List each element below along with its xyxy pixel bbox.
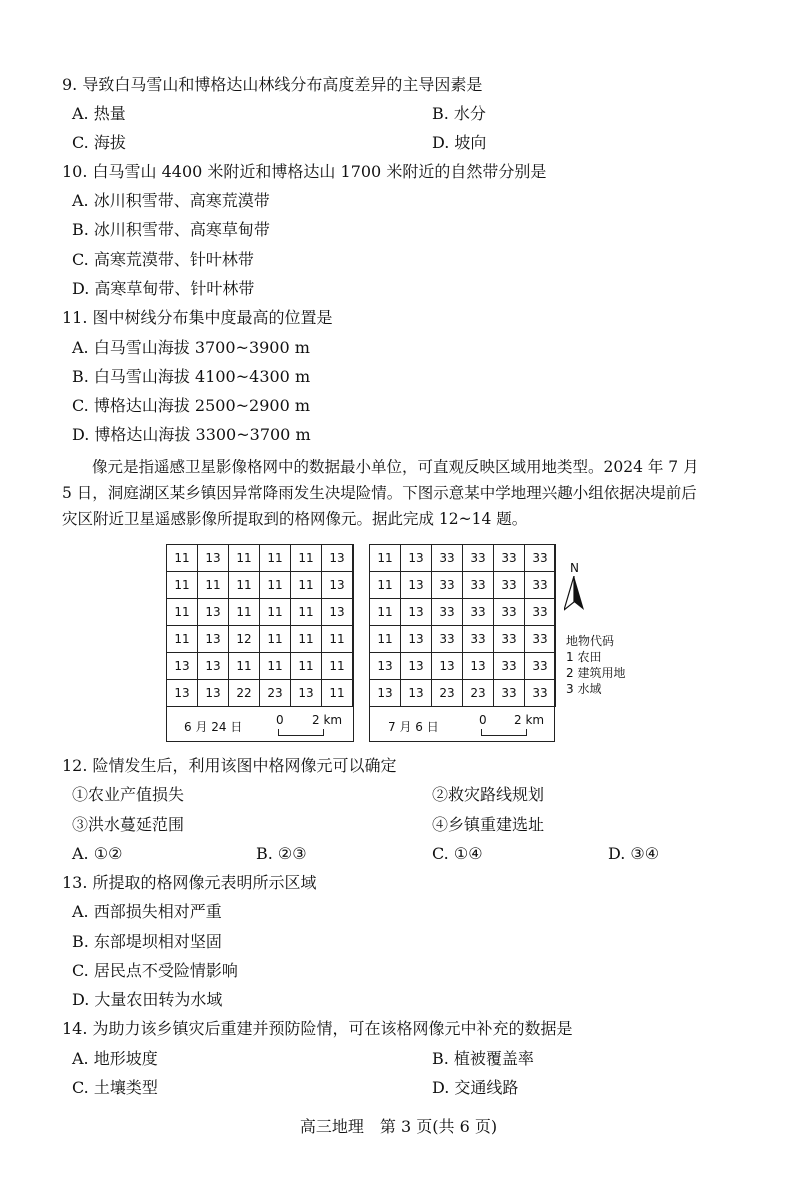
grid-cell: 13	[198, 545, 229, 572]
grid-cell: 13	[401, 572, 432, 599]
grid-cell: 11	[291, 599, 322, 626]
grid-row	[370, 680, 556, 707]
grid-row	[370, 599, 556, 626]
grid-row	[167, 626, 353, 653]
grid-cell: 33	[463, 545, 494, 572]
grid-cell: 33	[432, 626, 463, 653]
grid-cell: 11	[370, 626, 401, 653]
q14-option-d: D. 交通线路	[432, 1078, 519, 1097]
passage-line-2: 5 日，洞庭湖区某乡镇因异常降雨发生决堤险情。下图示意某中学地理兴趣小组依据决堤前后	[62, 484, 697, 502]
grid-cell: 12	[229, 626, 260, 653]
grid-cell: 11	[322, 680, 353, 707]
q11-option-c: C. 博格达山海拔 2500~2900 m	[72, 396, 311, 415]
q13-option-d: D. 大量农田转为水域	[72, 990, 223, 1009]
grid-cell: 23	[432, 680, 463, 707]
q11-option-b: B. 白马雪山海拔 4100~4300 m	[72, 367, 311, 386]
grid-cell: 33	[525, 680, 556, 707]
grid-cell: 13	[401, 599, 432, 626]
pixel-grid-june-24	[166, 544, 353, 707]
legend-item-farmland: 1 农田	[566, 650, 602, 664]
grid-cell: 11	[322, 653, 353, 680]
grid-cell: 11	[167, 599, 198, 626]
q12-statement-3: ③洪水蔓延范围	[72, 815, 185, 834]
legend-item-construction: 2 建筑用地	[566, 666, 626, 680]
grid-cell: 11	[260, 626, 291, 653]
grid-row	[370, 545, 556, 572]
grid-row	[167, 572, 353, 599]
grid-cell: 13	[322, 572, 353, 599]
grid-cell: 33	[525, 572, 556, 599]
page-footer: 高三地理 第 3 页(共 6 页)	[299, 1117, 498, 1136]
grid-cell: 33	[525, 545, 556, 572]
grid-cell: 11	[370, 545, 401, 572]
grid-cell: 13	[432, 653, 463, 680]
grid-cell: 13	[291, 680, 322, 707]
grid-cell: 33	[494, 545, 525, 572]
grid-cell: 13	[198, 653, 229, 680]
pixel-grid-july-6	[369, 544, 556, 707]
grid-cell: 13	[401, 653, 432, 680]
grid-row	[167, 599, 353, 626]
grid-cell: 33	[432, 572, 463, 599]
q9-option-c: C. 海拔	[72, 133, 126, 152]
grid-cell: 13	[370, 680, 401, 707]
q14-stem: 14. 为助力该乡镇灾后重建并预防险情，可在该格网像元中补充的数据是	[62, 1019, 573, 1038]
grid-cell: 13	[370, 653, 401, 680]
q10-option-d: D. 高寒草甸带、针叶林带	[72, 279, 255, 298]
q10-option-a: A. 冰川积雪带、高寒荒漠带	[72, 191, 270, 210]
legend	[566, 633, 625, 697]
grid-cell: 11	[370, 599, 401, 626]
passage-line-1: 像元是指遥感卫星影像格网中的数据最小单位，可直观反映区域用地类型。2024 年 7 月	[92, 458, 699, 476]
grid-cell: 11	[260, 572, 291, 599]
grid-cell: 33	[432, 545, 463, 572]
q9-option-d: D. 坡向	[432, 133, 487, 152]
grid-cell: 33	[525, 599, 556, 626]
legend-title: 地物代码	[566, 634, 615, 648]
grid-row	[370, 572, 556, 599]
grid-cell: 11	[322, 626, 353, 653]
q10-stem: 10. 白马雪山 4400 米附近和博格达山 1700 米附近的自然带分别是	[62, 162, 547, 181]
q14-option-c: C. 土壤类型	[72, 1078, 158, 1097]
grid-cell: 33	[525, 653, 556, 680]
q10-option-c: C. 高寒荒漠带、针叶林带	[72, 250, 254, 269]
q12-option-b: B. ②③	[256, 844, 307, 863]
north-arrow-icon	[564, 576, 584, 612]
grid-cell: 33	[463, 572, 494, 599]
q13-stem: 13. 所提取的格网像元表明所示区域	[62, 873, 317, 892]
grid-cell: 13	[463, 653, 494, 680]
grid-row	[167, 680, 353, 707]
grid-cell: 11	[291, 626, 322, 653]
grid-cell: 11	[260, 545, 291, 572]
grid-cell: 33	[432, 599, 463, 626]
grid-cell: 33	[525, 626, 556, 653]
q14-option-b: B. 植被覆盖率	[432, 1049, 534, 1068]
q12-stem: 12. 险情发生后，利用该图中格网像元可以确定	[62, 756, 397, 775]
grid-cell: 11	[291, 572, 322, 599]
q11-option-a: A. 白马雪山海拔 3700~3900 m	[72, 338, 310, 357]
grid-cell: 13	[401, 626, 432, 653]
grid-cell: 13	[198, 626, 229, 653]
grid-cell: 11	[198, 572, 229, 599]
grid-row	[167, 545, 353, 572]
grid-cell: 33	[494, 572, 525, 599]
q13-option-c: C. 居民点不受险情影响	[72, 961, 238, 980]
grid-cell: 33	[494, 680, 525, 707]
grid-cell: 11	[229, 545, 260, 572]
q9-stem: 9. 导致白马雪山和博格达山林线分布高度差异的主导因素是	[62, 75, 483, 94]
north-label: N	[570, 561, 579, 575]
grid-cell: 11	[291, 545, 322, 572]
grid-cell: 11	[167, 626, 198, 653]
grid-cell: 23	[260, 680, 291, 707]
grid-cell: 33	[494, 653, 525, 680]
grid-cell: 13	[401, 545, 432, 572]
grid-cell: 33	[463, 599, 494, 626]
grid-cell: 13	[322, 599, 353, 626]
grid-cell: 33	[494, 626, 525, 653]
grid-row	[167, 653, 353, 680]
q12-option-d: D. ③④	[608, 844, 660, 863]
grid-cell: 11	[167, 572, 198, 599]
scale-bar-2	[481, 729, 527, 736]
q12-option-a: A. ①②	[72, 844, 123, 863]
grid-cell: 13	[401, 680, 432, 707]
grid-cell: 13	[322, 545, 353, 572]
grid-cell: 11	[229, 599, 260, 626]
q12-statement-4: ④乡镇重建选址	[432, 815, 545, 834]
grid-cell: 11	[167, 545, 198, 572]
q12-statement-2: ②救灾路线规划	[432, 785, 545, 804]
grid-date-june: 6 月 24 日	[184, 720, 243, 734]
passage-text	[62, 454, 752, 532]
grid-cell: 23	[463, 680, 494, 707]
grid-cell: 11	[291, 653, 322, 680]
grid-cell: 13	[167, 680, 198, 707]
grid-cell: 11	[229, 653, 260, 680]
q11-option-d: D. 博格达山海拔 3300~3700 m	[72, 425, 311, 444]
q12-statement-1: ①农业产值损失	[72, 785, 185, 804]
grid-cell: 22	[229, 680, 260, 707]
passage-line-3: 灾区附近卫星遥感影像所提取到的格网像元。据此完成 12~14 题。	[62, 510, 528, 528]
grid-cell: 13	[198, 599, 229, 626]
q9-option-b: B. 水分	[432, 104, 486, 123]
grid-cell: 13	[198, 680, 229, 707]
q14-option-a: A. 地形坡度	[72, 1049, 158, 1068]
q13-option-a: A. 西部损失相对严重	[72, 902, 222, 921]
scale-bar-1	[278, 729, 324, 736]
q11-stem: 11. 图中树线分布集中度最高的位置是	[62, 308, 333, 327]
q12-option-c: C. ①④	[432, 844, 483, 863]
legend-item-water: 3 水域	[566, 682, 602, 696]
grid-cell: 33	[494, 599, 525, 626]
grid-cell: 13	[167, 653, 198, 680]
grid-cell: 11	[260, 653, 291, 680]
q9-option-a: A. 热量	[72, 104, 126, 123]
scale-zero-2: 0	[479, 713, 487, 727]
grid-row	[370, 653, 556, 680]
scale-km-2: 2 km	[514, 713, 545, 727]
scale-zero-1: 0	[276, 713, 284, 727]
grid-date-july: 7 月 6 日	[388, 720, 439, 734]
q10-option-b: B. 冰川积雪带、高寒草甸带	[72, 220, 270, 239]
grid-cell: 11	[370, 572, 401, 599]
q13-option-b: B. 东部堤坝相对坚固	[72, 932, 222, 951]
grid-cell: 11	[260, 599, 291, 626]
grid-row	[370, 626, 556, 653]
scale-km-1: 2 km	[312, 713, 343, 727]
grid-cell: 11	[229, 572, 260, 599]
grid-cell: 33	[463, 626, 494, 653]
